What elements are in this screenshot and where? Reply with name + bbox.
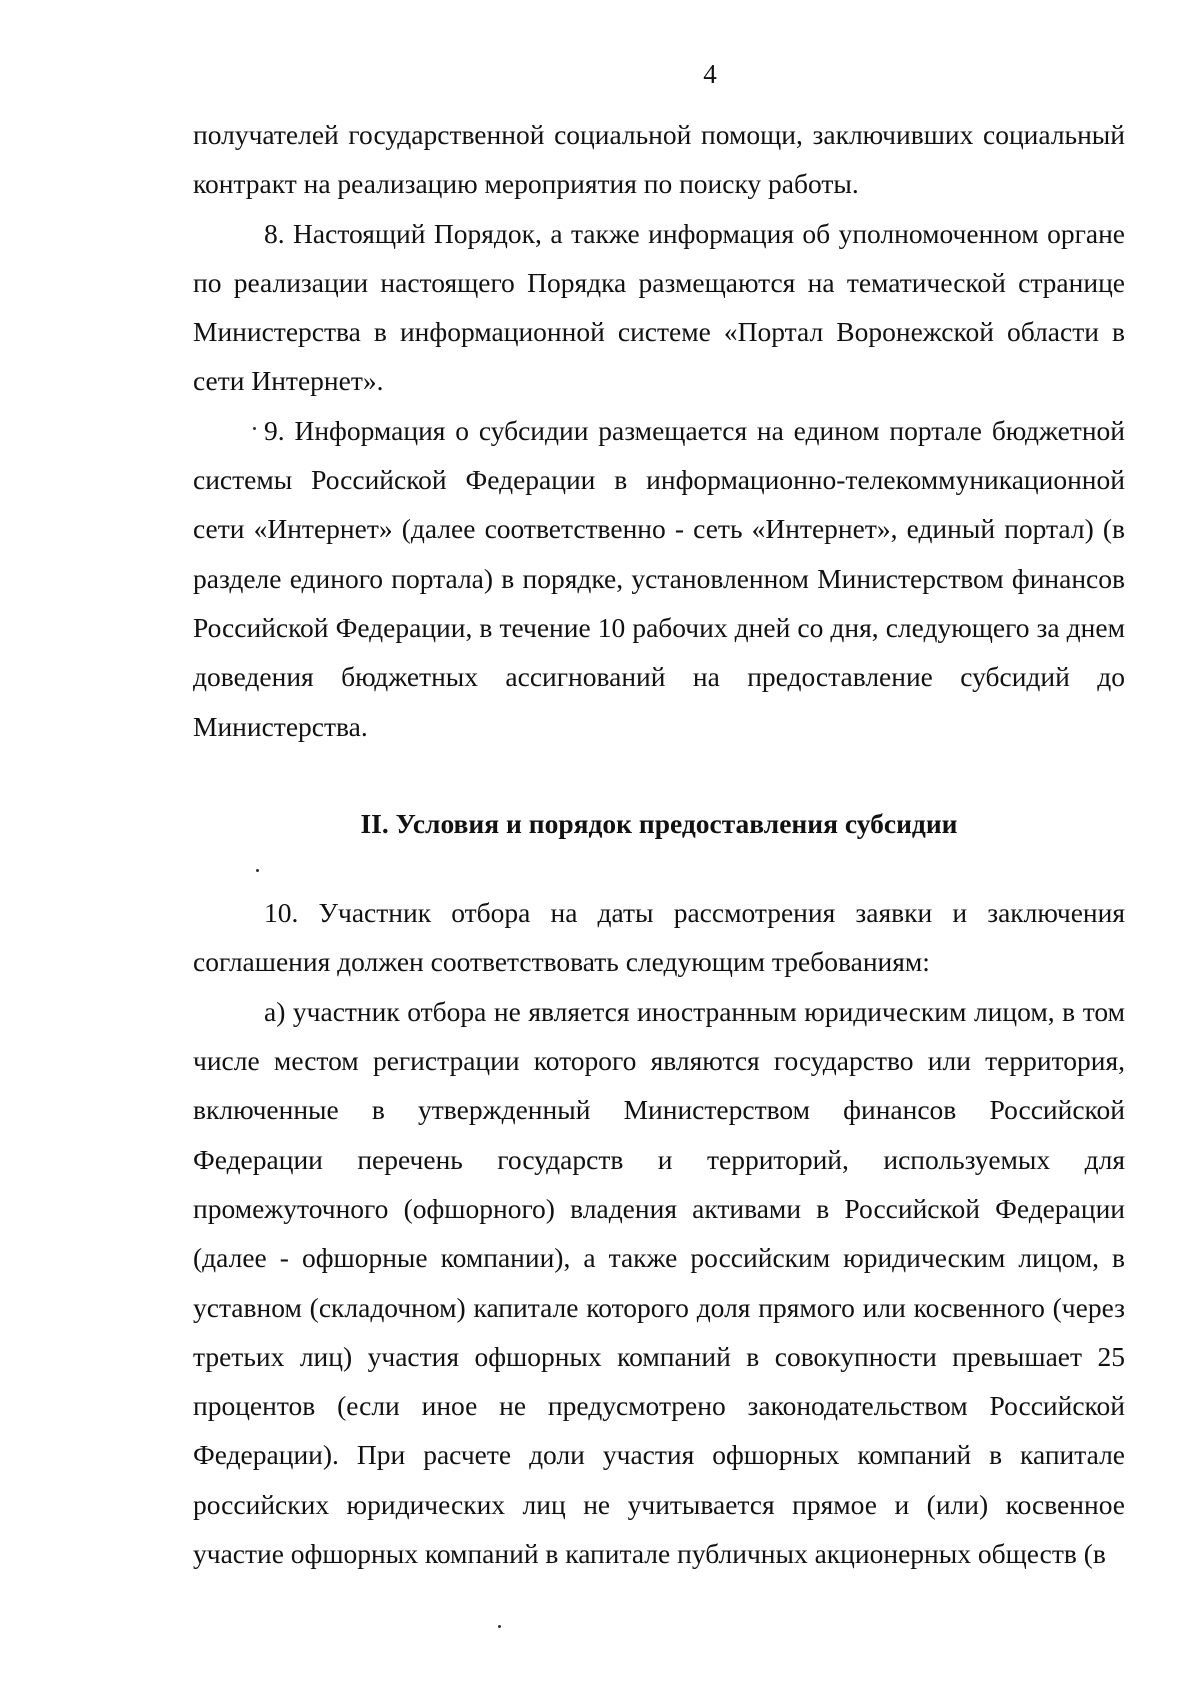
scan-speck — [253, 427, 256, 430]
page-number: 4 — [703, 59, 717, 89]
section-heading: II. Условия и порядок предоставления субсидии — [360, 807, 958, 839]
paragraph-continuation: получателей государственной социальной помощи, заключивших социальный контракт на реализацию мероприятия по поиску работы. — [193, 119, 1125, 200]
scan-speck — [256, 869, 259, 872]
paragraph-8: 8. Настоящий Порядок, а также информация об уполномоченном органе по реализации настоящего Порядка размещаются на тематической странице Министерства в информационной системе «Портал Воронежской области в сети Интернет». — [193, 217, 1125, 397]
document-body — [193, 110, 1125, 1578]
scan-speck — [498, 1625, 501, 1628]
paragraph-10a: а) участник отбора не является иностранным юридическим лицом, в том числе местом регистрации которого являются государство или территория, включенные в утвержденный Министерством финансов Российской Федерации перечень государств и территорий, используемых для промежуточного (офшорного) владения активами в Российской Федерации (далее - офшорные компании), а также российским юридическим лицом, в уставном (складочном) капитале которого доля прямого или косвенного (через третьих лиц) участия офшорных компаний в совокупности превышает 25 процентов (если иное не предусмотрено законодательством Российской Федерации). При расчете доли участия офшорных компаний в капитале российских юридических лиц не учитывается прямое и (или) косвенное участие офшорных компаний в капитале публичных акционерных обществ (в — [193, 995, 1125, 1570]
paragraph-9: 9. Информация о субсидии размещается на едином портале бюджетной системы Российской Федерации в информационно-телекоммуникационной сети «Интернет» (далее соответственно - сеть «Интернет», единый портал) (в разделе единого портала) в порядке, установленном Министерством финансов Российской Федерации, в течение 10 рабочих дней со дня, следующего за днем доведения бюджетных ассигнований на предоставление субсидий до Министерства. — [193, 414, 1125, 742]
paragraph-10: 10. Участник отбора на даты рассмотрения заявки и заключения соглашения должен соответствовать следующим требованиям: — [193, 897, 1125, 978]
